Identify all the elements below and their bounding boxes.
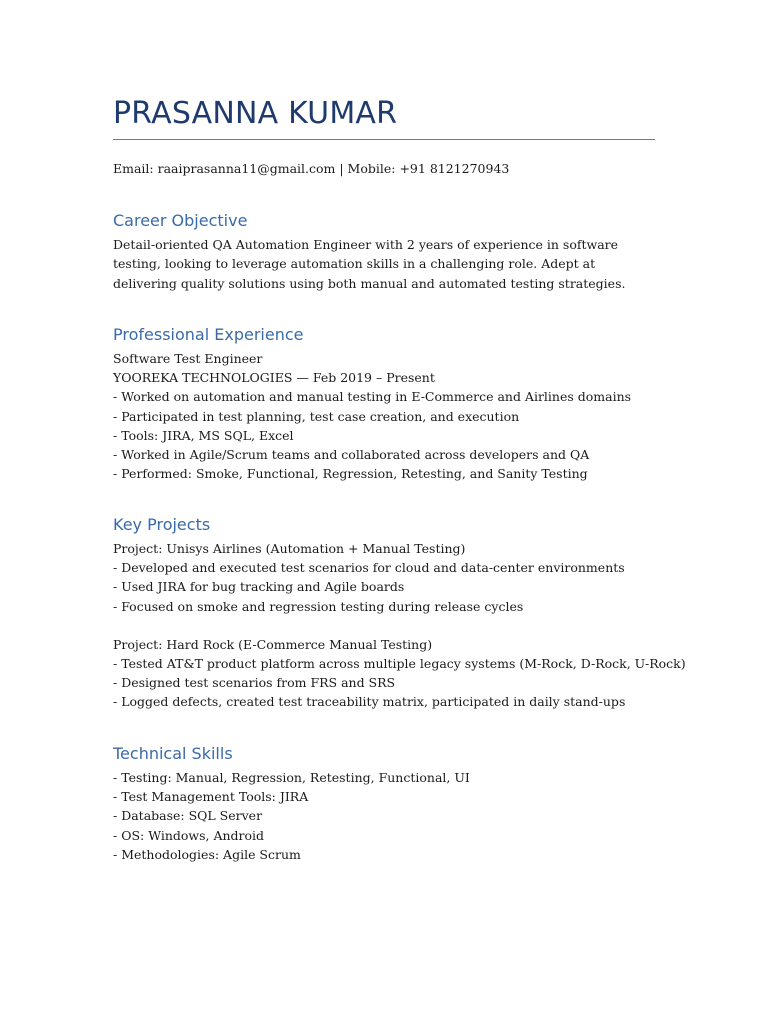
career-objective-section: [113, 210, 655, 293]
skill-item: - Methodologies: Agile Scrum: [113, 846, 301, 862]
header-divider: [113, 139, 655, 140]
candidate-name: PRASANNA KUMAR: [113, 96, 398, 131]
project-title: Project: Unisys Airlines (Automation + Manual Testing): [113, 541, 466, 556]
project-title: Project: Hard Rock (E-Commerce Manual Testing): [113, 636, 433, 652]
key-projects-section: [113, 514, 686, 712]
project-bullet: - Developed and executed test scenarios for cloud and data-center environments: [113, 560, 625, 576]
experience-section: [113, 324, 655, 483]
experience-bullet: - Worked in Agile/Scrum teams and collaborated across developers and QA: [113, 447, 590, 463]
skill-item: - Test Management Tools: JIRA: [113, 789, 309, 805]
skill-item: - OS: Windows, Android: [113, 827, 265, 843]
technical-skills-section: [113, 743, 655, 864]
job-role: Software Test Engineer: [113, 351, 263, 366]
experience-bullet: - Worked on automation and manual testing in E-Commerce and Airlines domains: [113, 389, 632, 405]
experience-heading: Professional Experience: [113, 325, 304, 344]
experience-bullet: - Performed: Smoke, Functional, Regression, Retesting, and Sanity Testing: [113, 466, 588, 482]
project-bullet: - Used JIRA for bug tracking and Agile boards: [113, 579, 405, 595]
skill-item: - Testing: Manual, Regression, Retesting, Functional, UI: [113, 770, 470, 785]
project-bullet: - Designed test scenarios from FRS and SRS: [113, 675, 396, 691]
career-objective-heading: Career Objective: [113, 211, 248, 230]
key-projects-heading: Key Projects: [113, 515, 211, 534]
skill-item: - Database: SQL Server: [113, 808, 263, 824]
experience-bullet: - Participated in test planning, test case creation, and execution: [113, 408, 520, 424]
technical-skills-heading: Technical Skills: [113, 744, 233, 763]
project-bullet: - Focused on smoke and regression testing during release cycles: [113, 598, 524, 614]
experience-bullet: - Tools: JIRA, MS SQL, Excel: [113, 427, 294, 443]
project-bullet: - Tested AT&T product platform across multiple legacy systems (M-Rock, D-Rock, U-Rock): [113, 656, 686, 672]
career-objective-text: Detail-oriented QA Automation Engineer with 2 years of experience in software testing, looking to leverage automation skills in a challenging role. Adept at delivering quality solutions using both manual and automated testing strategies.: [113, 237, 626, 291]
project-bullet: - Logged defects, created test traceability matrix, participated in daily stand-ups: [113, 694, 626, 710]
project-spacer: [113, 616, 655, 635]
contact-line: Email: raaiprasanna11@gmail.com | Mobile: +91 8121270943: [113, 161, 510, 176]
job-company: YOOREKA TECHNOLOGIES — Feb 2019 – Present: [113, 370, 435, 386]
